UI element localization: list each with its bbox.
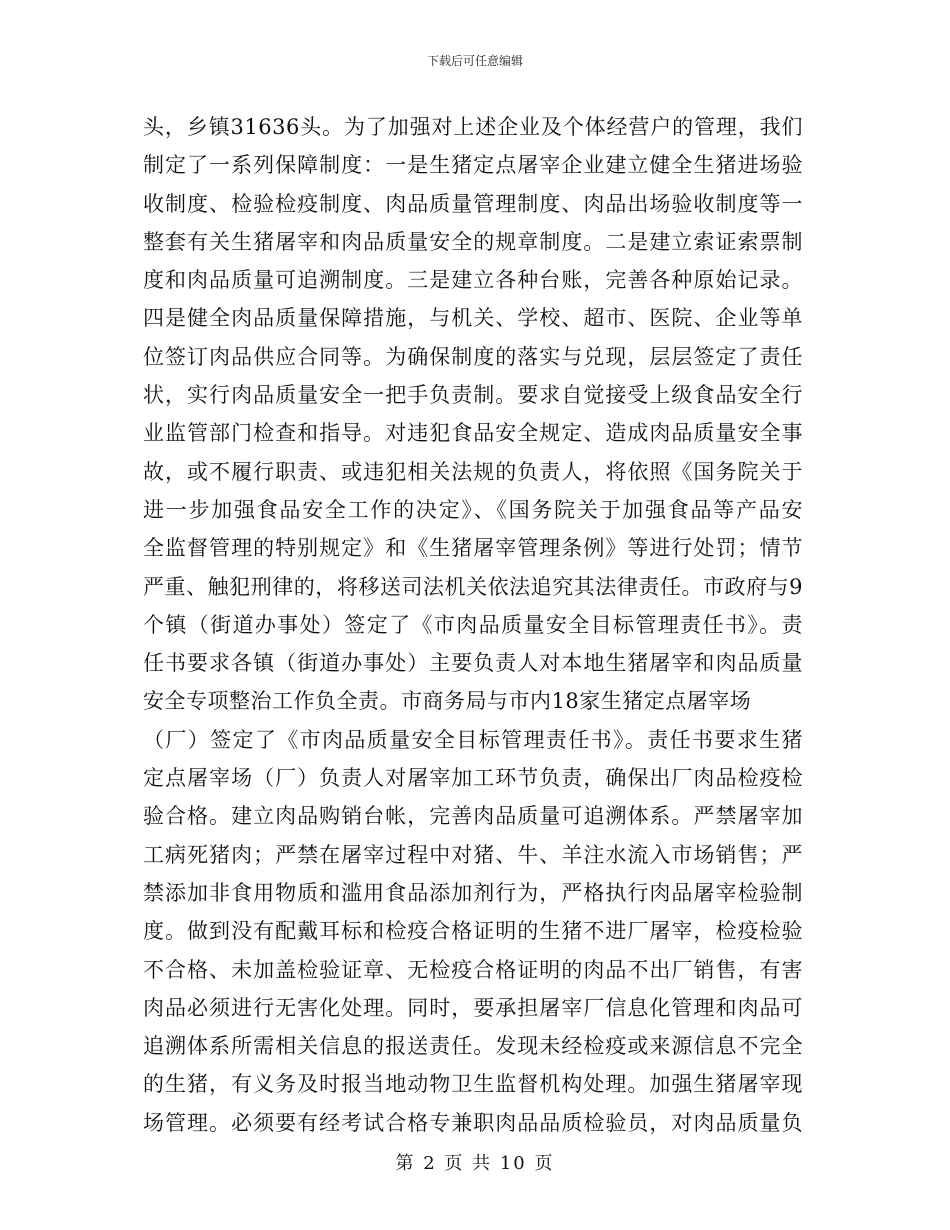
text-line: 个镇（街道办事处）签定了《市肉品质量安全目标管理责任书》。责 [143,612,803,637]
text-line: 定点屠宰场（厂）负责人对屠宰加工环节负责，确保出厂肉品检疫检 [143,766,803,791]
text-line: 位签订肉品供应合同等。为确保制度的落实与兑现，层层签定了责任 [143,344,803,369]
text-line: 不合格、未加盖检验证章、无检疫合格证明的肉品不出厂销售，有害 [143,957,803,982]
text-line: 禁添加非食用物质和滥用食品添加剂行为，严格执行肉品屠宰检验制 [143,880,803,905]
text-line: 制定了一系列保障制度：一是生猪定点屠宰企业建立健全生猪进场验 [143,153,803,178]
page-header: 下载后可任意编辑 [426,54,523,68]
text-line: 追溯体系所需相关信息的报送责任。发现未经检疫或来源信息不完全 [143,1034,803,1059]
body-text [143,108,803,1142]
text-line: 状，实行肉品质量安全一把手负责制。要求自觉接受上级食品安全行 [143,383,803,408]
text-line: 安全专项整治工作负全责。市商务局与市内18家生猪定点屠宰场 [143,689,752,714]
text-line: 肉品必须进行无害化处理。同时，要承担屠宰厂信息化管理和肉品可 [143,995,803,1020]
text-line: 全监督管理的特别规定》和《生猪屠宰管理条例》等进行处罚；情节 [143,536,803,561]
text-line: 整套有关生猪屠宰和肉品质量安全的规章制度。二是建立索证索票制 [143,229,803,254]
text-line: 任书要求各镇（街道办事处）主要负责人对本地生猪屠宰和肉品质量 [143,651,803,676]
text-line: 严重、触犯刑律的，将移送司法机关依法追究其法律责任。市政府与9 [143,574,803,599]
text-line: 度和肉品质量可追溯制度。三是建立各种台账，完善各种原始记录。 [143,268,803,293]
text-line: 收制度、检验检疫制度、肉品质量管理制度、肉品出场验收制度等一 [143,191,803,216]
text-line: 的生猪，有义务及时报当地动物卫生监督机构处理。加强生猪屠宰现 [143,1072,803,1097]
text-line: 四是健全肉品质量保障措施，与机关、学校、超市、医院、企业等单 [143,306,803,331]
text-line: 度。做到没有配戴耳标和检疫合格证明的生猪不进厂屠宰，检疫检验 [143,919,803,944]
text-line: 工病死猪肉；严禁在屠宰过程中对猪、牛、羊注水流入市场销售；严 [143,842,803,867]
text-line: 业监管部门检查和指导。对违犯食品安全规定、造成肉品质量安全事 [143,421,803,446]
page-number-footer: 第 2 页 共 10 页 [395,1153,555,1174]
text-line: 头，乡镇31636头。为了加强对上述企业及个体经营户的管理，我们 [143,115,803,139]
text-line: 验合格。建立肉品购销台帐，完善肉品质量可追溯体系。严禁屠宰加 [143,804,803,829]
text-line: 场管理。必须要有经考试合格专兼职肉品品质检验员，对肉品质量负 [143,1110,803,1135]
text-line: 进一步加强食品安全工作的决定》、《国务院关于加强食品等产品安 [143,497,803,522]
text-line: 故，或不履行职责、或违犯相关法规的负责人，将依照《国务院关于 [143,459,803,484]
text-line: （厂）签定了《市肉品质量安全目标管理责任书》。责任书要求生猪 [143,727,803,752]
